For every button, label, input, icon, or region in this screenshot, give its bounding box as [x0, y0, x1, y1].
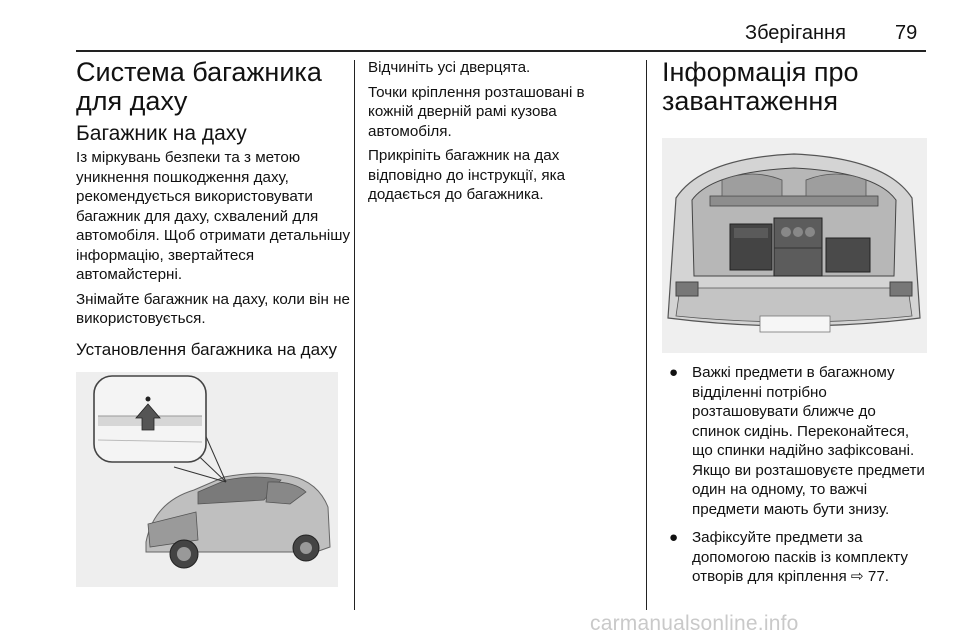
column-divider-right — [646, 60, 647, 610]
paragraph-open-doors: Відчиніть усі дверцята. — [368, 59, 531, 76]
paragraph-safety: Із міркувань безпеки та з метою уникнення пошкодження даху, рекомендується використовувати багажник для даху, схвалений для автомобіля. Щоб отримати детальнішу інформацію, звертайтеся автомайстерні. — [76, 149, 351, 283]
column-roof-rack — [76, 58, 351, 587]
running-header-title: Зберігання — [745, 22, 846, 44]
column-installation-steps — [368, 58, 630, 210]
hatchback-rear-illustration — [668, 154, 920, 332]
column-divider-left — [354, 60, 355, 610]
page-number: 79 — [895, 22, 918, 44]
bullet-text: Зафіксуйте предмети за допомогою пасків із комплекту отворів для кріплення — [692, 529, 909, 585]
bullet-marker: ● — [669, 364, 679, 381]
magnified-detail-inset — [94, 376, 206, 462]
watermark: carmanualsonline.info — [590, 612, 799, 635]
subheading-installing: Установлення багажника на даху — [76, 339, 338, 359]
roof-rack-mounting-illustration — [76, 372, 338, 587]
bullet-marker: ● — [669, 529, 679, 546]
page-reference-arrow-icon: ⇨ — [850, 568, 868, 585]
paragraph-remove: Знімайте багажник на даху, коли він не використовується. — [76, 290, 350, 327]
column-loading-info — [662, 58, 927, 596]
paragraph-mounting-points: Точки кріплення розташовані в кожній дверній рамі кузова автомобіля. — [368, 83, 585, 140]
loading-bullet-list — [662, 363, 927, 587]
list-item — [662, 528, 927, 587]
page-reference-link[interactable]: 77 — [867, 568, 885, 585]
header-rule — [76, 50, 926, 52]
list-item — [662, 363, 927, 519]
section-heading-loading-info: Інформація про завантаження — [662, 57, 859, 116]
reference-period: . — [884, 568, 890, 585]
section-heading-roof-rack-system: Система багажника для даху — [76, 57, 322, 116]
bullet-text: Важкі предмети в багажному відділенні потрібно розташовувати ближче до спинок сидінь. Переконайтеся, що спинки надійно зафіксовані. Якщо ви розташовуєте предмети один на одному, то важчі предмети мають бути знизу. — [692, 364, 925, 518]
loaded-trunk-illustration — [662, 138, 927, 353]
paragraph-attach-rack: Прикріпіть багажник на дах відповідно до інструкції, яка додається до багажника. — [368, 147, 566, 203]
subheading-roof-rack: Багажник на даху — [76, 122, 247, 145]
